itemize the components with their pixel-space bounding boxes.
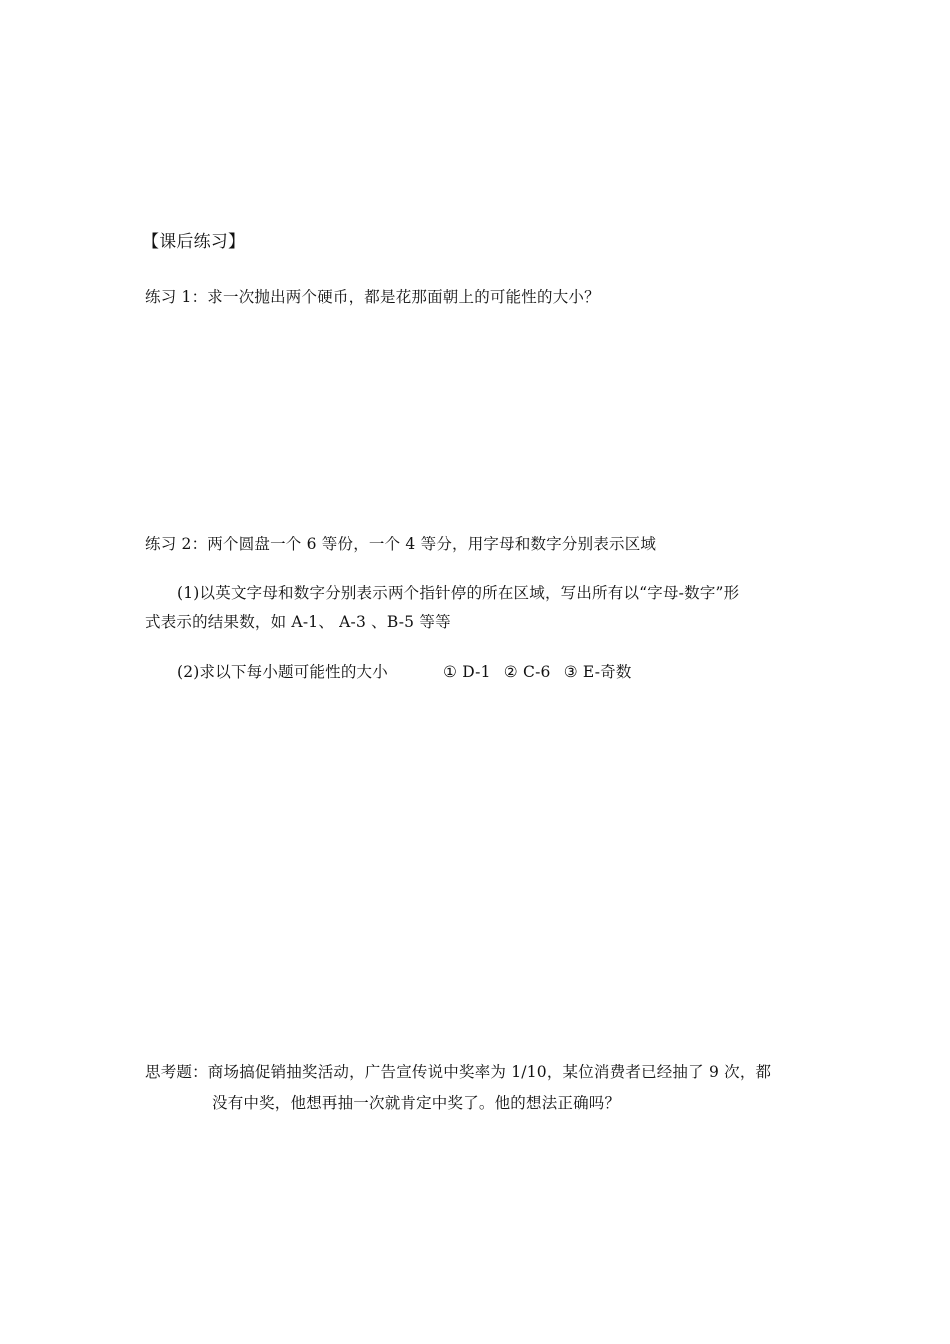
exercise-2-part-2-items [443, 662, 632, 682]
exercise-2-part-1-line-1: (1)以英文字母和数字分别表示两个指针停的所在区域，写出所有以“字母-数字”形 [177, 584, 740, 602]
exercise-2-part-1-line-2: 式表示的结果数，如 A-1、 A-3 、B-5 等等 [145, 613, 451, 631]
exercise-1-text: 练习 1：求一次抛出两个硬币，都是花那面朝上的可能性的大小？ [145, 288, 600, 306]
thinking-question-line-2: 没有中奖，他想再抽一次就肯定中奖了。他的想法正确吗？ [212, 1094, 621, 1112]
section-heading: 【课后练习】 [142, 232, 246, 252]
exercise-2-part-2-prompt: (2)求以下每小题可能性的大小 [177, 663, 388, 681]
part-2-item-1: ① D-1 [443, 663, 491, 681]
thinking-question-line-1: 思考题：商场搞促销抽奖活动，广告宣传说中奖率为 1/10，某位消费者已经抽了 9 次，都 [145, 1063, 772, 1081]
part-2-item-3: ③ E-奇数 [563, 663, 632, 681]
part-2-item-2: ② C-6 [503, 663, 551, 681]
exercise-2-intro: 练习 2：两个圆盘一个 6 等份，一个 4 等分，用字母和数字分别表示区域 [145, 535, 657, 553]
